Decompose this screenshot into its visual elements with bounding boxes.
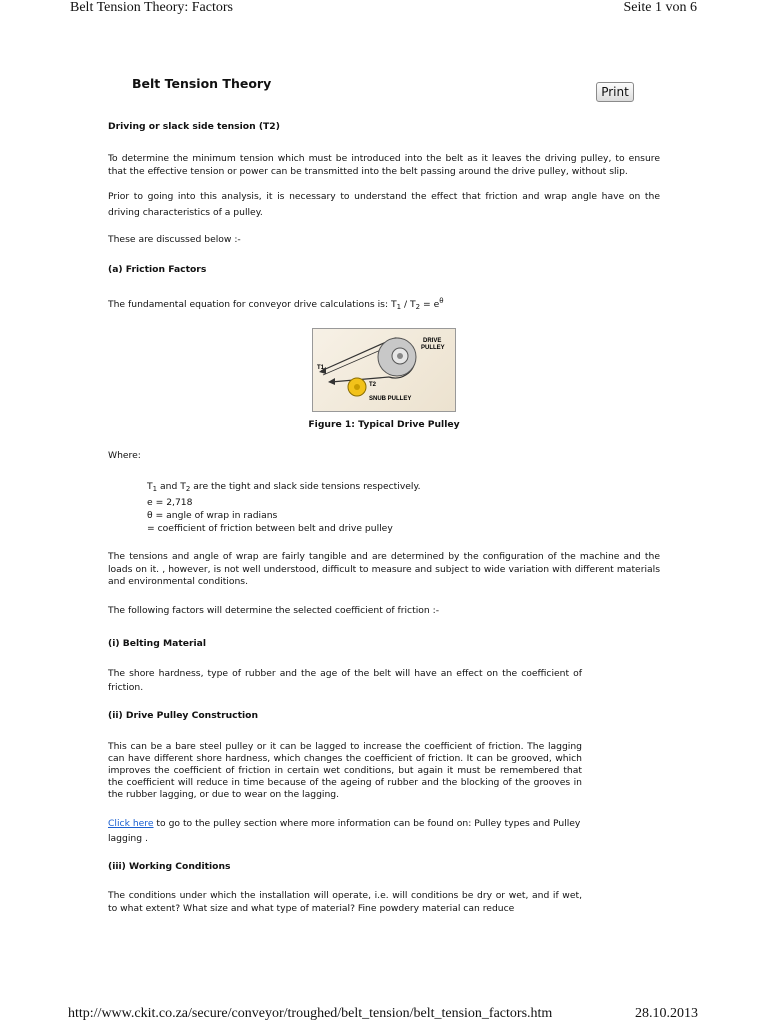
fundamental-equation (108, 295, 660, 314)
paragraph-tensions: The tensions and angle of wrap are fairly tangible and are determined by the configuration of the machine and the loads on it. , however, is not well understood, difficult to measure and subject to wide variation with different materials and environmental conditions. (108, 551, 660, 587)
definition-text: are the tight and slack side tensions respectively. (190, 481, 421, 492)
t2-arrow-icon (328, 378, 335, 385)
where-label: Where: (108, 450, 141, 461)
definition-subscript: 2 (185, 485, 191, 493)
heading-friction-factors: (a) Friction Factors (108, 264, 207, 275)
paragraph-belting-material: The shore hardness, type of rubber and the age of the belt will have an effect on the coefficient of friction. (108, 667, 582, 693)
footer-date: 28.10.2013 (635, 1006, 698, 1021)
click-here-link[interactable]: Click here (108, 817, 154, 829)
pulley-link-text: to go to the pulley section where more information can be found on: Pulley types and Pulley lagging . (108, 817, 581, 844)
paragraph-drive-pulley-construction: This can be a bare steel pulley or it can be lagged to increase the coefficient of friction. The lagging can have different shore hardness, which changes the coefficient of friction. It can be grooved, which improves the coefficient of friction in certain wet conditions, but again it must be remembered that the coefficient will reduce in time because of the ageing of rubber and the blocking of the grooves in the rubber lagging, or due to wear on the lagging. (108, 740, 582, 800)
label-snub-pulley: SNUB PULLEY (369, 396, 412, 402)
snub-pulley-hub (354, 384, 360, 390)
heading-working-conditions: (iii) Working Conditions (108, 860, 231, 872)
paragraph-intro: To determine the minimum tension which must be introduced into the belt as it leaves the driving pulley, to ensure that the effective tension or power can be transmitted into the belt passing around the drive pulley, without slip. (108, 153, 660, 177)
definition-theta: θ = angle of wrap in radians (147, 510, 278, 521)
definitions-list (147, 480, 660, 535)
equation-subscript-2: 2 (415, 303, 421, 311)
figure-caption: Figure 1: Typical Drive Pulley (308, 419, 460, 430)
heading-belting-material: (i) Belting Material (108, 637, 206, 649)
label-pulley: PULLEY (421, 345, 445, 351)
definition-text: and T (157, 481, 186, 492)
equation-text: = e (420, 299, 440, 310)
heading-slack-side-tension: Driving or slack side tension (T2) (108, 121, 280, 132)
definition-subscript: 1 (152, 485, 158, 493)
paragraph-working-conditions: The conditions under which the installation will operate, i.e. will conditions be dry or wet, and if wet, to what extent? What size and what type of material? Fine powdery material can reduce (108, 889, 582, 914)
paragraph-discussed-below: These are discussed below :- (108, 234, 241, 245)
equation-superscript: θ (439, 297, 444, 305)
page-title: Belt Tension Theory (132, 76, 272, 91)
paragraph-prior-analysis: Prior to going into this analysis, it is necessary to understand the effect that friction and wrap angle have on the driving characteristics of a pulley. (108, 191, 660, 218)
drive-pulley-figure (312, 328, 456, 412)
definition-e: e = 2,718 (147, 497, 193, 508)
footer-url: http://www.ckit.co.za/secure/conveyor/troughed/belt_tension/belt_tension_factors.htm (68, 1006, 553, 1021)
paragraph-pulley-link (108, 816, 582, 846)
print-header (0, 0, 768, 20)
equation-text: / T (401, 299, 416, 310)
definition-t1-t2 (147, 480, 660, 496)
header-page-number: Seite 1 von 6 (623, 0, 697, 15)
paragraph-following-factors: The following factors will determine the selected coefficient of friction :- (108, 604, 440, 616)
definition-text: T (147, 481, 153, 492)
header-title: Belt Tension Theory: Factors (70, 0, 233, 15)
label-drive: DRIVE (423, 338, 442, 344)
definition-mu: = coefficient of friction between belt and drive pulley (147, 523, 393, 534)
figure (108, 328, 660, 415)
label-t1: T1 (317, 365, 325, 371)
equation-subscript-1: 1 (396, 303, 402, 311)
print-button[interactable]: Print (596, 82, 634, 102)
article-content (108, 120, 660, 915)
heading-drive-pulley-construction: (ii) Drive Pulley Construction (108, 709, 258, 721)
print-footer (0, 1006, 768, 1024)
drive-pulley-shaft (397, 353, 403, 359)
label-t2: T2 (369, 382, 377, 388)
drive-pulley-diagram (313, 329, 455, 411)
equation-text: The fundamental equation for conveyor drive calculations is: T (108, 299, 397, 310)
